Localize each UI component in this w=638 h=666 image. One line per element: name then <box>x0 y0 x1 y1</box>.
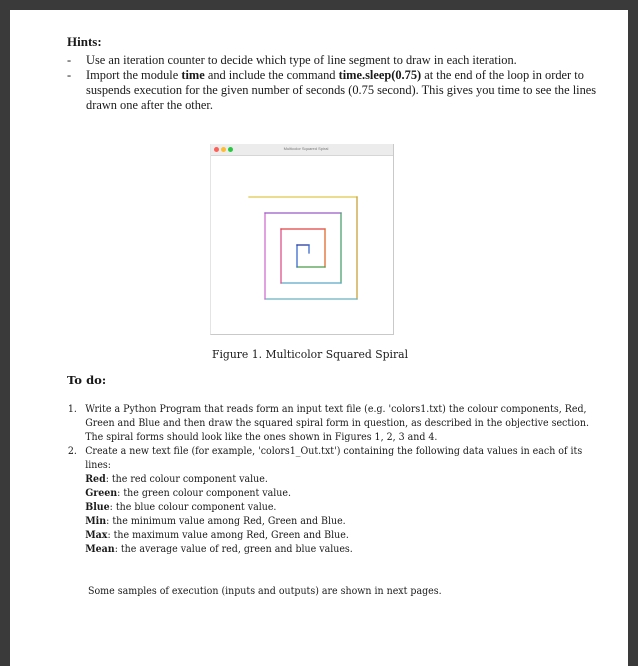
definition-desc: : the minimum value among Red, Green and Blue. <box>106 515 346 527</box>
definition-term: Max <box>85 529 108 541</box>
hint-bold-term: time.sleep(0.75) <box>338 68 422 82</box>
definition-desc: : the red colour component value. <box>105 473 268 485</box>
definition-desc: : the green colour component value. <box>117 487 292 499</box>
hint-bold-term: time <box>181 68 205 82</box>
hint-dash: - <box>67 53 72 67</box>
hint-item <box>67 68 607 113</box>
figure-caption: Figure 1. Multicolor Squared Spiral <box>212 347 409 361</box>
todo-list <box>67 402 595 556</box>
hint-text <box>86 53 607 68</box>
hint-text-part: Import the module <box>86 68 182 82</box>
todo-number: 1. <box>67 403 77 415</box>
definition-term: Green <box>85 487 118 499</box>
definition-term: Min <box>85 515 107 527</box>
todo-text: Create a new text file (for example, 'colors1_Out.txt') containing the following data values in each of its lines: <box>85 445 583 471</box>
definition-term: Red <box>85 473 106 485</box>
definition-blue <box>85 500 595 514</box>
turtle-window <box>210 144 394 335</box>
todo-text: Write a Python Program that reads form an input text file (e.g. 'colors1.txt) the colour components, Red, Green and Blue and then draw the squared spiral form in question, as described in the objective section. The spiral forms should look like the ones shown in Figures 1, 2, 3 and 4. <box>85 403 589 443</box>
todo-item <box>67 402 595 444</box>
definition-red <box>85 472 595 486</box>
hint-text-part: at the end of the loop in order to suspends execution for the given number of seconds (0.75 second). This gives you time to see the lines drawn one after the other. <box>86 68 597 112</box>
definition-desc: : the maximum value among Red, Green and Blue. <box>107 529 349 541</box>
todo-number: 2. <box>67 445 77 457</box>
window-titlebar <box>211 144 393 156</box>
definition-max <box>85 528 595 542</box>
squared-spiral-drawing <box>211 156 393 334</box>
definition-mean <box>85 542 595 556</box>
samples-note: Some samples of execution (inputs and outputs) are shown in next pages. <box>88 585 442 597</box>
hint-item <box>67 53 607 68</box>
definition-green <box>85 486 595 500</box>
hint-text-part: Use an iteration counter to decide which type of line segment to draw in each iteration. <box>86 53 517 67</box>
hint-dash: - <box>67 68 72 82</box>
window-title: Multicolor Squared Spiral <box>283 146 329 151</box>
zoom-dot-icon[interactable] <box>228 147 233 152</box>
hints-heading: Hints: <box>67 34 102 49</box>
minimize-dot-icon[interactable] <box>221 147 226 152</box>
definition-term: Blue <box>85 501 110 513</box>
hint-text <box>86 68 607 113</box>
document-page <box>10 10 628 666</box>
hint-text-part: and include the command <box>204 68 339 82</box>
todo-item <box>67 444 595 556</box>
definition-term: Mean <box>85 543 115 555</box>
definition-min <box>85 514 595 528</box>
close-dot-icon[interactable] <box>214 147 219 152</box>
definition-desc: : the blue colour component value. <box>109 501 277 513</box>
definition-desc: : the average value of red, green and blue values. <box>114 543 353 555</box>
todo-heading: To do: <box>67 373 107 387</box>
